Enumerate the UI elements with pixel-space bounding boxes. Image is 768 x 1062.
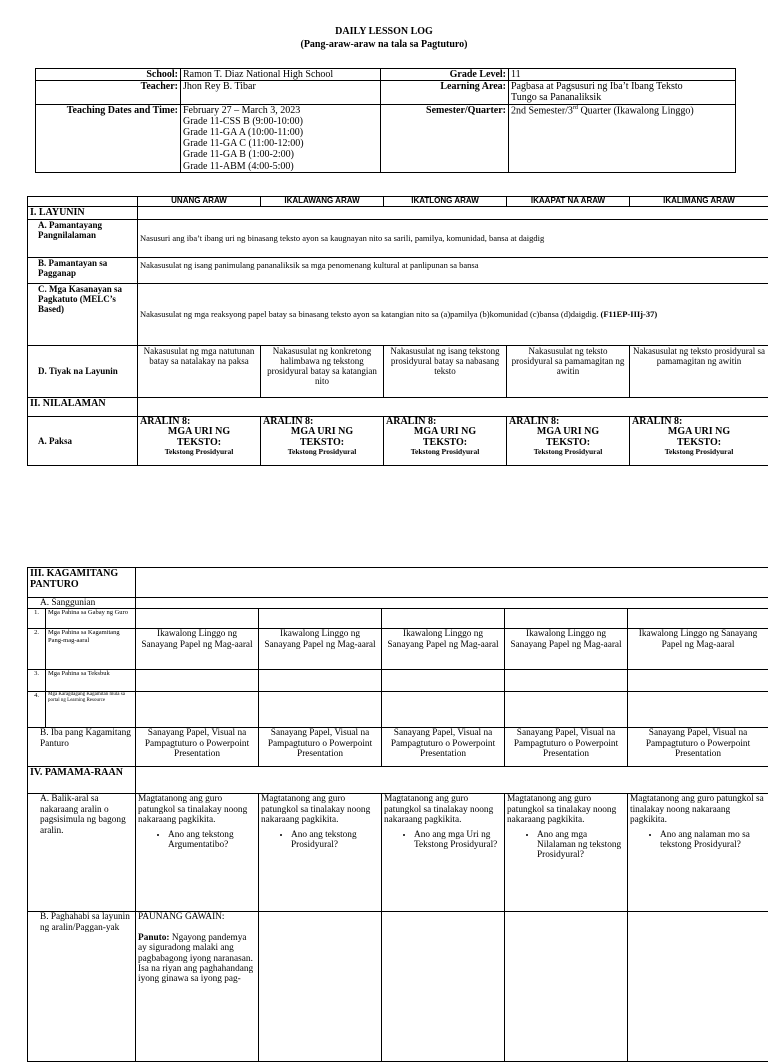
empty-cell: [138, 206, 768, 219]
section-pamamaraan: IV. PAMAMA-RAAN: [28, 767, 136, 794]
area-line: Tungo sa Pananaliksik: [511, 92, 733, 103]
dates-value: [181, 104, 381, 172]
paunang-gawain-heading: PAUNANG GAWAIN:: [138, 912, 256, 922]
paksa-label: A. Paksa: [28, 416, 138, 465]
paksa-line: Tekstong Prosidyural: [509, 448, 627, 456]
paksa-line: MGA URI NG: [140, 427, 258, 438]
semester-label: Semester/Quarter:: [381, 104, 509, 172]
paksa-line: TEKSTO:: [140, 438, 258, 449]
paksa-line: ARALIN 8:: [263, 416, 313, 427]
empty-cell: [259, 912, 382, 1062]
tiyak-na-layunin-label: D. Tiyak na Layunin: [28, 345, 138, 397]
balik-aral-question: • Ano ang mga Nilalaman ng tekstong Prosidyural?: [537, 830, 625, 861]
empty-cell: [505, 912, 628, 1062]
kagamitan-cell: Ikawalong Linggo ng Sanayang Papel ng Mag-aaral: [136, 629, 259, 670]
balik-aral-cell: [505, 794, 628, 912]
balik-aral-label: A. Balik-aral sa nakaraang aralin o pagsisimula ng bagong aralin.: [28, 794, 136, 912]
school-label: School:: [36, 69, 181, 81]
dates-line: Grade 11-GA C (11:00-12:00): [183, 138, 378, 149]
day-header: IKALAWANG ARAW: [261, 197, 384, 207]
empty-cell: [382, 692, 505, 728]
empty-cell: [138, 397, 768, 416]
paksa-line: MGA URI NG: [632, 427, 766, 438]
area-label: Learning Area:: [381, 81, 509, 104]
kagamitan-cell: Ikawalong Linggo ng Sanayang Papel ng Mag-aaral: [382, 629, 505, 670]
empty-cell: [136, 692, 259, 728]
empty-cell: [259, 670, 382, 692]
balik-aral-question: • Ano ang mga Uri ng Tekstong Prosidyural?: [414, 830, 502, 851]
balik-aral-question: • Ano ang tekstong Argumentatibo?: [168, 830, 256, 851]
row-number: 4.: [28, 692, 46, 728]
section-layunin: I. LAYUNIN: [28, 206, 138, 219]
empty-cell: [505, 609, 628, 629]
pamantayan-pagganap-text: Nakasusulat ng isang panimulang pananaliksik sa mga penomenang kultural at panlipunan sa bansa: [138, 257, 768, 283]
teacher-label: Teacher:: [36, 81, 181, 104]
balik-aral-question: • Ano ang tekstong Prosidyural?: [291, 830, 379, 851]
gabay-guro-label: Mga Pahina sa Gabay ng Guro: [46, 609, 136, 629]
balik-aral-intro: Magtatanong ang guro patungkol sa tinalakay noong nakaraang pagkikita.: [630, 794, 766, 825]
day-header: IKATLONG ARAW: [384, 197, 507, 207]
empty-cell: [628, 670, 768, 692]
kasanayan-label: C. Mga Kasanayan sa Pagkatuto (MELC’s Based): [28, 283, 138, 345]
tiyak-cell: Nakasusulat ng teksto prosidyural sa pamamagitan ng awitin: [507, 345, 630, 397]
row-number: 2.: [28, 629, 46, 670]
paksa-line: MGA URI NG: [263, 427, 381, 438]
kagamitang-mag-aaral-label: Mga Pahina sa Kagamitang Pang-mag-aaral: [46, 629, 136, 670]
kasanayan-body: Nakasusulat ng mga reaksyong papel batay sa binasang teksto ayon sa katangian nito sa (a)pamilya (b)komunidad (c)bansa (d)daigdig.: [140, 309, 598, 319]
kagamitan-b-cell: Sanayang Papel, Visual na Pampagtuturo o Powerpoint Presentation: [628, 728, 768, 767]
empty-cell: [136, 598, 768, 609]
info-table: [35, 68, 736, 173]
paksa-cell: [630, 416, 768, 465]
document-subtitle: (Pang-araw-araw na tala sa Pagtuturo): [0, 39, 768, 50]
lesson-table-objectives: [27, 196, 768, 466]
paksa-line: TEKSTO:: [509, 438, 627, 449]
kagamitan-b-cell: Sanayang Papel, Visual na Pampagtuturo o Powerpoint Presentation: [136, 728, 259, 767]
kagamitan-cell: Ikawalong Linggo ng Sanayang Papel ng Mag-aaral: [628, 629, 768, 670]
dates-line: Grade 11-GA B (1:00-2:00): [183, 149, 378, 160]
balik-aral-cell: [136, 794, 259, 912]
area-line: Pagbasa at Pagsusuri ng Iba’t Ibang Teksto: [511, 81, 733, 92]
balik-aral-cell: [382, 794, 505, 912]
corner-cell: [28, 197, 138, 207]
day-header-row: [28, 197, 768, 207]
semester-text: 2nd Semester/3: [511, 105, 573, 116]
empty-cell: [136, 609, 259, 629]
tiyak-cell: Nakasusulat ng teksto prosidyural sa pamamagitan ng awitin: [630, 345, 768, 397]
iba-pang-kagamitan-label: B. Iba pang Kagamitang Panturo: [28, 728, 136, 767]
school-value: Ramon T. Diaz National High School: [181, 69, 381, 81]
semester-sup: rd: [573, 105, 578, 111]
grade-label: Grade Level:: [381, 69, 509, 81]
section-kagamitan: III. KAGAMITANG PANTURO: [28, 568, 136, 598]
teacher-value: Jhon Rey B. Tibar: [181, 81, 381, 104]
paksa-line: TEKSTO:: [386, 438, 504, 449]
paksa-line: ARALIN 8:: [386, 416, 436, 427]
area-value: [509, 81, 736, 104]
paksa-line: Tekstong Prosidyural: [632, 448, 766, 456]
panuto-label: Panuto:: [138, 933, 170, 943]
empty-cell: [136, 568, 768, 598]
sanggunian-label: A. Sanggunian: [28, 598, 136, 609]
empty-cell: [382, 912, 505, 1062]
empty-cell: [382, 609, 505, 629]
empty-cell: [628, 609, 768, 629]
balik-aral-question: • Ano ang nalaman mo sa tekstong Prosidyural?: [660, 830, 766, 851]
paksa-line: Tekstong Prosidyural: [140, 448, 258, 456]
paksa-cell: [138, 416, 261, 465]
empty-cell: [259, 692, 382, 728]
karagdagang-kagamitan-label: Mga Karagdagang Kagamitan mula sa portal ng Learning Resource: [46, 692, 136, 728]
dates-line: Grade 11-ABM (4:00-5:00): [183, 161, 378, 172]
empty-cell: [628, 912, 768, 1062]
paksa-line: ARALIN 8:: [140, 416, 190, 427]
balik-aral-intro: Magtatanong ang guro patungkol sa tinalakay noong nakaraang pagkikita.: [138, 794, 256, 825]
kagamitan-b-cell: Sanayang Papel, Visual na Pampagtuturo o Powerpoint Presentation: [505, 728, 628, 767]
paksa-line: ARALIN 8:: [632, 416, 682, 427]
kagamitan-cell: Ikawalong Linggo ng Sanayang Papel ng Mag-aaral: [259, 629, 382, 670]
balik-aral-intro: Magtatanong ang guro patungkol sa tinalakay noong nakaraang pagkikita.: [507, 794, 625, 825]
paksa-cell: [384, 416, 507, 465]
document-title: DAILY LESSON LOG: [0, 26, 768, 37]
section-nilalaman: II. NILALAMAN: [28, 397, 138, 416]
kagamitan-b-cell: Sanayang Papel, Visual na Pampagtuturo o Powerpoint Presentation: [259, 728, 382, 767]
teksbuk-label: Mga Pahina sa Teksbuk: [46, 670, 136, 692]
grade-value: 11: [509, 69, 736, 81]
day-header: IKALIMANG ARAW: [630, 197, 768, 207]
kasanayan-code: (F11EP-IIIj-37): [601, 309, 658, 319]
day-header: IKAAPAT NA ARAW: [507, 197, 630, 207]
tiyak-cell: Nakasusulat ng konkretong halimbawa ng tekstong prosidyural batay sa katangian nito: [261, 345, 384, 397]
balik-aral-cell: [259, 794, 382, 912]
semester-value: [509, 104, 736, 172]
balik-aral-intro: Magtatanong ang guro patungkol sa tinalakay noong nakaraang pagkikita.: [384, 794, 502, 825]
paksa-line: Tekstong Prosidyural: [386, 448, 504, 456]
paksa-line: MGA URI NG: [386, 427, 504, 438]
empty-cell: [505, 692, 628, 728]
day-header: UNANG ARAW: [138, 197, 261, 207]
paksa-line: MGA URI NG: [509, 427, 627, 438]
panuto-text: Ngayong pandemya ay siguradong malaki ang pagbabagong iyong naranasan. Isa na riyan ang paghahandang iyong ginawa sa iyong pag-: [138, 933, 253, 985]
pamantayan-pagganap-label: B. Pamantayan sa Pagganap: [28, 257, 138, 283]
dates-label: Teaching Dates and Time:: [36, 104, 181, 172]
row-number: 3.: [28, 670, 46, 692]
kagamitan-b-cell: Sanayang Papel, Visual na Pampagtuturo o Powerpoint Presentation: [382, 728, 505, 767]
lesson-table-materials: [27, 567, 768, 1062]
empty-cell: [382, 670, 505, 692]
paksa-cell: [261, 416, 384, 465]
pamantayang-pangnilalaman-text: Nasusuri ang iba’t ibang uri ng binasang teksto ayon sa kaugnayan nito sa sarili, pamilya, komunidad, bansa at daigdig: [138, 219, 768, 257]
balik-aral-cell: [628, 794, 768, 912]
empty-cell: [136, 767, 768, 794]
kasanayan-text: [138, 283, 768, 345]
balik-aral-intro: Magtatanong ang guro patungkol sa tinalakay noong nakaraang pagkikita.: [261, 794, 379, 825]
paghahabi-label: B. Paghahabi sa layunin ng aralin/Paggan-yak: [28, 912, 136, 1062]
tiyak-cell: Nakasusulat ng isang tekstong prosidyural batay sa nabasang teksto: [384, 345, 507, 397]
dates-line: February 27 – March 3, 2023: [183, 105, 378, 116]
paksa-line: TEKSTO:: [263, 438, 381, 449]
empty-cell: [136, 670, 259, 692]
row-number: 1.: [28, 609, 46, 629]
empty-cell: [628, 692, 768, 728]
paksa-line: TEKSTO:: [632, 438, 766, 449]
empty-cell: [259, 609, 382, 629]
pamantayang-pangnilalaman-label: A. Pamantayang Pangnilalaman: [28, 219, 138, 257]
paksa-line: Tekstong Prosidyural: [263, 448, 381, 456]
paghahabi-cell: [136, 912, 259, 1062]
paksa-line: ARALIN 8:: [509, 416, 559, 427]
empty-cell: [505, 670, 628, 692]
dates-line: Grade 11-GA A (10:00-11:00): [183, 127, 378, 138]
paksa-cell: [507, 416, 630, 465]
tiyak-cell: Nakasusulat ng mga natutunan batay sa natalakay na paksa: [138, 345, 261, 397]
kagamitan-cell: Ikawalong Linggo ng Sanayang Papel ng Mag-aaral: [505, 629, 628, 670]
semester-text-post: Quarter (Ikawalong Linggo): [578, 105, 694, 116]
dates-line: Grade 11-CSS B (9:00-10:00): [183, 116, 378, 127]
